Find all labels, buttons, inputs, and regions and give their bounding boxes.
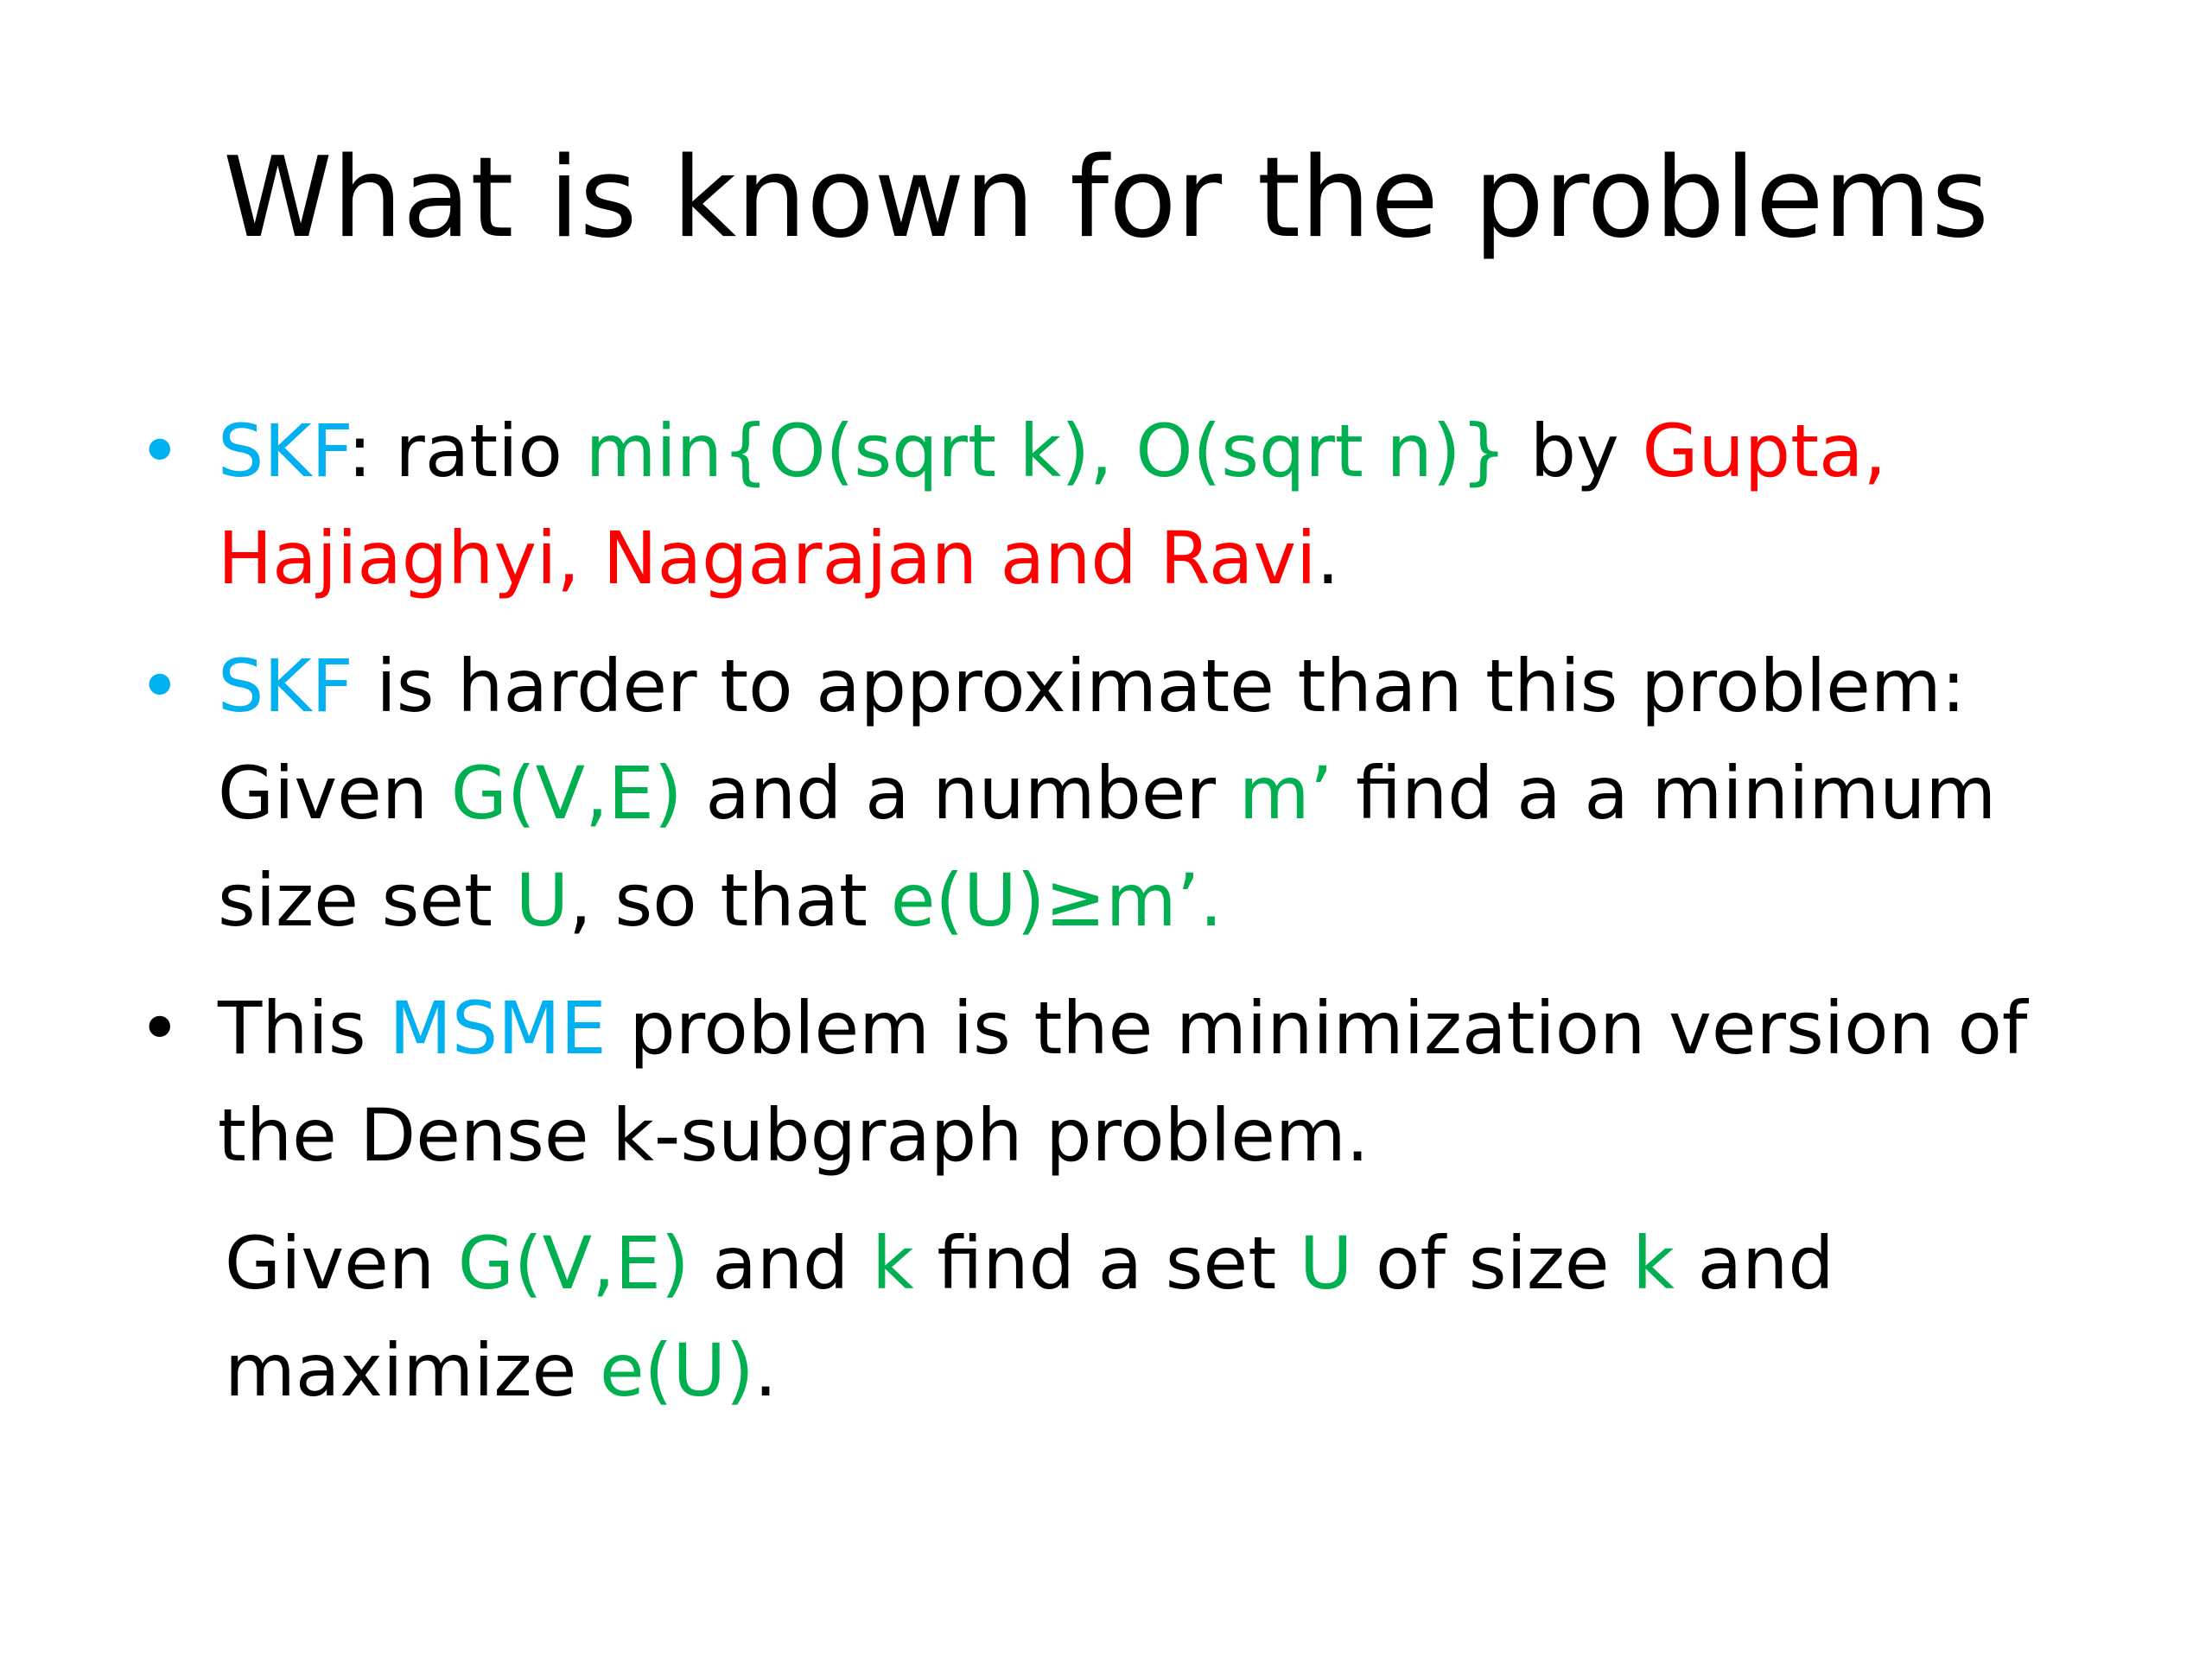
text-run: SKF [218,644,353,728]
text-run: m’ [1238,751,1333,836]
text-run: and [689,1221,873,1306]
text-run: is harder to approximate than this problem: Given [218,644,1966,836]
bullet-item [128,975,2098,1189]
text-run: min{O(sqrt k), O(sqrt n)} [585,409,1507,493]
bullet-marker: • [138,986,181,1071]
text-run: e(U) [600,1328,754,1413]
text-run: SKF [218,409,348,493]
bullet-marker: • [138,409,181,493]
bullet-item [128,632,2098,954]
text-run: by [1507,409,1643,493]
text-run: This [218,986,390,1071]
text-run: , so that [569,858,891,943]
text-run: e(U)≥m’. [890,858,1224,943]
text-run: problem is the minimization version of the Dense k-subgraph problem. [218,986,2028,1178]
bullet-marker: • [138,644,181,728]
text-run: Given [225,1221,458,1306]
text-run: of size [1352,1221,1633,1306]
text-run: G(V,E) [450,751,683,836]
text-run: find a a minimum size set [218,751,1997,943]
followup-paragraph [128,1210,2098,1424]
text-run: and maximize [225,1221,1834,1413]
text-run: k [872,1221,914,1306]
text-run: and a number [682,751,1239,836]
text-run: G(V,E) [457,1221,690,1306]
text-run: Gupta, Hajiaghyi, Nagarajan and Ravi [218,409,1887,601]
slide-title: What is known for the problems [223,134,1989,263]
text-run: . [1316,516,1340,601]
slide-body [128,397,2098,1424]
text-run: : ratio [347,409,586,493]
text-run: k [1632,1221,1675,1306]
text-run: U [1299,1221,1353,1306]
text-run: find a set [913,1221,1300,1306]
text-run: MSME [389,986,607,1071]
text-run: U [515,858,569,943]
text-run: . [753,1328,778,1413]
bullet-item [128,397,2098,612]
